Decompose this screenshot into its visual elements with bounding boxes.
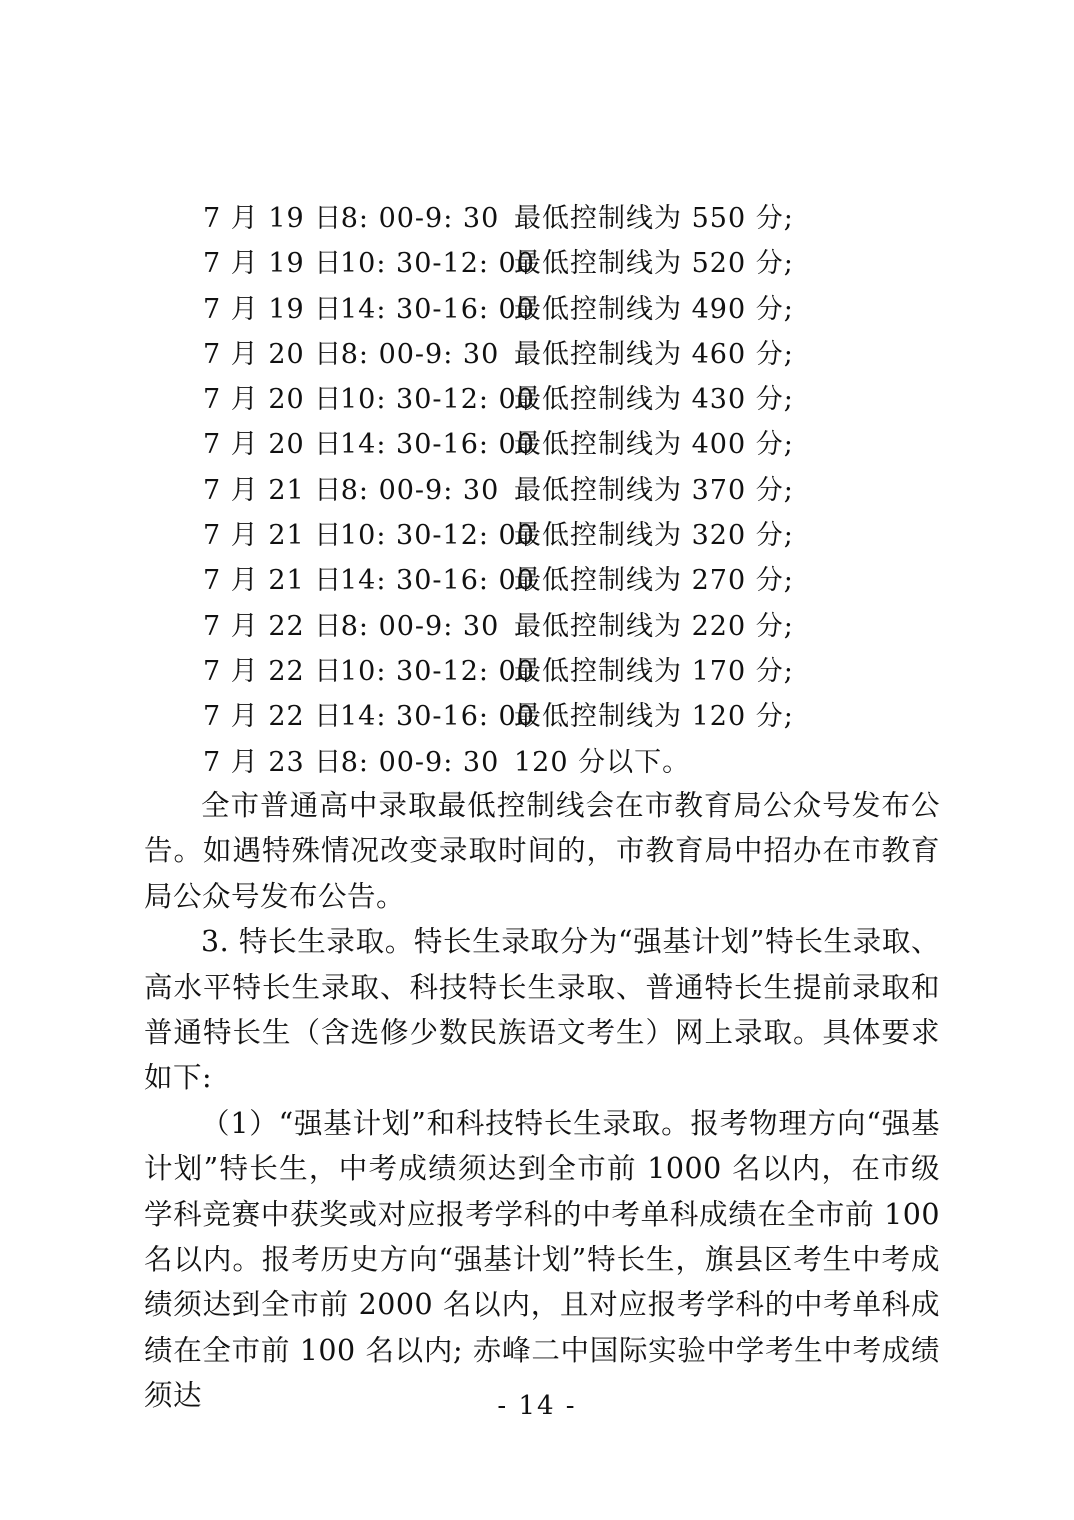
schedule-row — [203, 332, 903, 377]
page-number: - 14 - — [497, 1391, 577, 1421]
schedule-score: 最低控制线为 220 分; — [514, 610, 794, 642]
schedule-row — [203, 422, 903, 467]
schedule-time: 14: 30-16: 00 — [340, 565, 535, 597]
schedule-time: 14: 30-16: 00 — [340, 429, 535, 461]
schedule-score: 最低控制线为 370 分; — [514, 474, 794, 506]
schedule-row — [203, 604, 903, 649]
schedule-score: 最低控制线为 460 分; — [514, 338, 794, 370]
schedule-time: 10: 30-12: 00 — [340, 655, 535, 687]
schedule-row — [203, 241, 903, 286]
schedule-time: 8: 00-9: 30 — [340, 203, 500, 234]
schedule-date: 7 月 19 日 — [203, 203, 343, 234]
schedule-row — [203, 196, 903, 241]
schedule-time: 8: 00-9: 30 — [340, 746, 500, 778]
schedule-time: 10: 30-12: 00 — [340, 248, 535, 280]
schedule-score: 最低控制线为 320 分; — [514, 520, 794, 552]
schedule-time: 10: 30-12: 00 — [340, 384, 535, 416]
schedule-row — [203, 377, 903, 422]
schedule-row — [203, 649, 903, 694]
paragraph-specialty-admission: 3. 特长生录取。特长生录取分为“强基计划”特长生录取、高水平特长生录取、科技特长生录取、普通特长生提前录取和普通特长生（含选修少数民族语文考生）网上录取。具体要求如下: — [144, 925, 940, 1095]
schedule-time: 14: 30-16: 00 — [340, 701, 535, 733]
schedule-score: 最低控制线为 490 分; — [514, 293, 794, 325]
schedule-date: 7 月 19 日 — [203, 248, 343, 280]
schedule-time: 14: 30-16: 00 — [340, 293, 535, 325]
schedule-date: 7 月 20 日 — [203, 384, 343, 416]
schedule-time: 10: 30-12: 00 — [340, 520, 535, 552]
schedule-score: 最低控制线为 430 分; — [514, 384, 794, 416]
schedule-row — [203, 513, 903, 558]
schedule-score: 最低控制线为 270 分; — [514, 565, 794, 597]
paragraph-strong-base-plan: （1）“强基计划”和科技特长生录取。报考物理方向“强基计划”特长生，中考成绩须达到全市前 1000 名以内，在市级学科竞赛中获奖或对应报考学科的中考单科成绩在全市前 100 名以内。报考历史方向“强基计划”特长生，旗县区考生中考成绩须达到全市前 2000 名以内，且对应报考学科的中考单科成绩在全市前 100 名以内; 赤峰二中国际实验中学考生中考成绩须达 — [144, 1106, 940, 1413]
paragraph-announcement: 全市普通高中录取最低控制线会在市教育局公众号发布公告。如遇特殊情况改变录取时间的，市教育局中招办在市教育局公众号发布公告。 — [144, 789, 940, 913]
body-text — [144, 783, 940, 1419]
schedule-row — [203, 468, 903, 513]
schedule-time: 8: 00-9: 30 — [340, 474, 500, 506]
schedule-row — [203, 694, 903, 739]
schedule-row — [203, 558, 903, 603]
schedule-row — [203, 287, 903, 332]
schedule-row — [203, 740, 903, 785]
schedule-score: 最低控制线为 520 分; — [514, 248, 794, 280]
schedule-date: 7 月 20 日 — [203, 338, 343, 370]
schedule-date: 7 月 21 日 — [203, 474, 343, 506]
schedule-score: 最低控制线为 170 分; — [514, 655, 794, 687]
schedule-score: 最低控制线为 120 分; — [514, 701, 794, 733]
schedule-time: 8: 00-9: 30 — [340, 610, 500, 642]
schedule-score: 最低控制线为 400 分; — [514, 429, 794, 461]
schedule-date: 7 月 22 日 — [203, 610, 343, 642]
admission-schedule — [203, 196, 903, 785]
schedule-score: 最低控制线为 550 分; — [514, 203, 794, 234]
schedule-date: 7 月 21 日 — [203, 565, 343, 597]
schedule-date: 7 月 22 日 — [203, 701, 343, 733]
schedule-date: 7 月 22 日 — [203, 655, 343, 687]
schedule-date: 7 月 20 日 — [203, 429, 343, 461]
schedule-date: 7 月 19 日 — [203, 293, 343, 325]
schedule-time: 8: 00-9: 30 — [340, 338, 500, 370]
schedule-score: 120 分以下。 — [514, 746, 691, 778]
schedule-date: 7 月 23 日 — [203, 746, 343, 778]
schedule-date: 7 月 21 日 — [203, 520, 343, 552]
